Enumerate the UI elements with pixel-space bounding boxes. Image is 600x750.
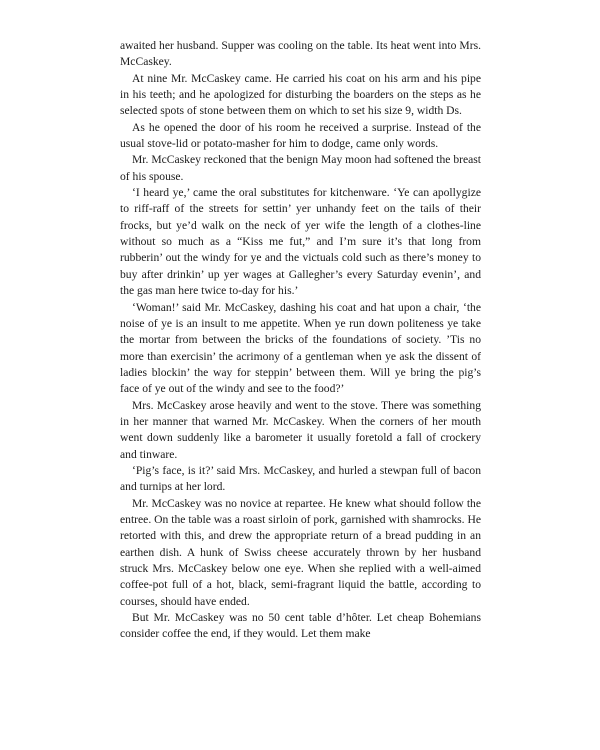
paragraph: ‘Pig’s face, is it?’ said Mrs. McCaskey, and hurled a stewpan full of bacon and turnips at her lord. xyxy=(120,463,481,494)
paragraph: Mrs. McCaskey arose heavily and went to the stove. There was something in her manner that warned Mr. McCaskey. When the corners of her mouth went down suddenly like a barometer it usually foretold a fall of crockery and tinware. xyxy=(120,398,481,461)
paragraph: As he opened the door of his room he received a surprise. Instead of the usual stove-lid or potato-masher for him to dodge, came only words. xyxy=(120,120,481,151)
paragraph: Mr. McCaskey was no novice at repartee. He knew what should follow the entree. On the table was a roast sirloin of pork, garnished with shamrocks. He retorted with this, and drew the appropriate return of a bread pudding in an earthen dish. A hunk of Swiss cheese accurately thrown by her husband struck Mrs. McCaskey below one eye. When she replied with a well-aimed coffee-pot full of a hot, black, semi-fragrant liquid the battle, according to courses, should have ended. xyxy=(120,496,481,608)
paragraph: awaited her husband. Supper was cooling on the table. Its heat went into Mrs. McCaskey. xyxy=(120,39,481,69)
paragraph: At nine Mr. McCaskey came. He carried his coat on his arm and his pipe in his teeth; and he apologized for disturbing the boarders on the steps as he selected spots of stone between them on which to set his size 9, width Ds. xyxy=(120,71,481,118)
paragraph: But Mr. McCaskey was no 50 cent table d’hôter. Let cheap Bohemians consider coffee the end, if they would. Let them make xyxy=(120,611,481,641)
paragraph: ‘I heard ye,’ came the oral substitutes for kitchenware. ‘Ye can apollygize to riff-raff of the streets for settin’ yer unhandy feet on the tails of their frocks, but ye’d walk on the neck of yer wife the length of a clothes-line without so much as a “Kiss me fut,” and I’m sure it’s that long from rubberin’ out the windy for ye and the victuals cold such as there’s money to buy after drinkin’ up yer wages at Gallegher’s every Saturday evenin’, and the gas man here twice to-day for his.’ xyxy=(120,186,481,298)
paragraph: ‘Woman!’ said Mr. McCaskey, dashing his coat and hat upon a chair, ‘the noise of ye is an insult to me appetite. When ye run down politeness ye take the mortar from between the bricks of the foundations of society. ’Tis no more than exercisin’ the acrimony of a gentleman when ye ask the dissent of ladies blockin’ the way for steppin’ between them. Will ye bring the pig’s face of ye out of the windy and see to the food?’ xyxy=(120,300,481,396)
paragraph: Mr. McCaskey reckoned that the benign May moon had softened the breast of his spouse. xyxy=(120,153,482,183)
book-page-text xyxy=(120,38,481,643)
